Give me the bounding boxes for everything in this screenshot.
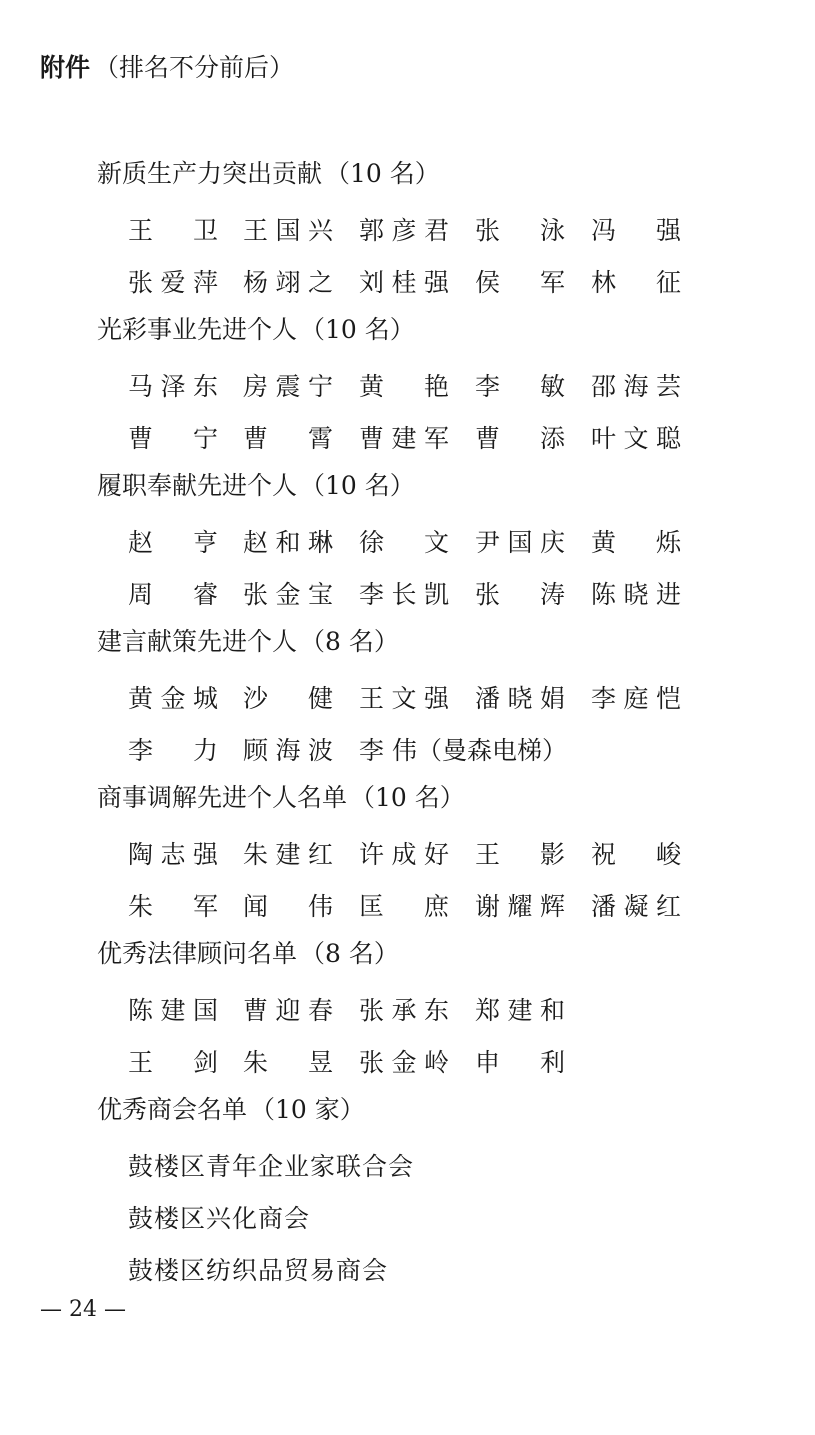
section-title [97,1089,797,1141]
person-name: 李 长 凯 [359,580,449,609]
name-row [97,829,797,881]
person-name: 黄 艳 [359,372,449,401]
section-title [97,777,797,829]
award-sections [97,153,797,1297]
person-name: 郭 彦 君 [359,216,449,245]
person-name: 冯 强 [591,216,681,245]
section-title-text: 新质生产力突出贡献 [97,159,323,188]
person-name: 张 爱 萍 [128,268,218,297]
page-heading [40,50,294,86]
person-name: 朱 建 红 [243,840,333,869]
section-title [97,621,797,673]
page-number: — 24 — [40,1297,126,1322]
person-name: 曹 迎 春 [243,996,333,1025]
person-name: 黄 烁 [591,528,681,557]
section-title-text: 建言献策先进个人 [97,627,298,656]
section-count: （10 家） [250,1095,365,1124]
section-title [97,465,797,517]
person-name: 曹 添 [475,424,565,453]
section-title [97,153,797,205]
person-name: 王 国 兴 [243,216,333,245]
person-name: 周 睿 [128,580,218,609]
name-row [97,569,797,621]
person-name: 顾 海 波 [243,736,333,765]
organization-name: 鼓楼区纺织品贸易商会 [128,1256,389,1285]
person-name: 李 庭 恺 [591,684,681,713]
person-name: 王 剑 [128,1048,218,1077]
person-name: 曹 霄 [243,424,333,453]
person-name: 尹 国 庆 [475,528,565,557]
section-title-text: 履职奉献先进个人 [97,471,298,500]
section-title [97,309,797,361]
person-name: 朱 军 [128,892,218,921]
person-name: 闻 伟 [243,892,333,921]
person-name: 张 金 宝 [243,580,333,609]
person-name: 祝 峻 [591,840,681,869]
section-count: （10 名） [300,471,415,500]
person-name: 谢 耀 辉 [475,892,565,921]
section-count: （10 名） [325,159,440,188]
organization-name: 鼓楼区青年企业家联合会 [128,1152,415,1181]
name-row [97,257,797,309]
person-name: 刘 桂 强 [359,268,449,297]
name-row [97,881,797,933]
person-name: 曹 建 军 [359,424,449,453]
person-name: 叶 文 聪 [591,424,681,453]
person-name: 李 伟（曼森电梯） [359,736,567,765]
name-row [97,413,797,465]
name-row [97,985,797,1037]
section-title-text: 优秀商会名单 [97,1095,248,1124]
person-name: 李 力 [128,736,218,765]
person-name: 陶 志 强 [128,840,218,869]
person-name: 王 文 强 [359,684,449,713]
person-name: 房 震 宁 [243,372,333,401]
ranking-note: （排名不分前后） [94,53,295,82]
organization-name: 鼓楼区兴化商会 [128,1204,311,1233]
attachment-label: 附件 [40,53,91,82]
person-name: 王 卫 [128,216,218,245]
person-name: 张 涛 [475,580,565,609]
person-name: 匡 庶 [359,892,449,921]
person-name: 侯 军 [475,268,565,297]
person-name: 潘 凝 红 [591,892,681,921]
name-row [97,725,797,777]
person-name: 潘 晓 娟 [475,684,565,713]
person-name: 黄 金 城 [128,684,218,713]
section-count: （8 名） [300,627,399,656]
name-row [97,517,797,569]
person-name: 朱 昱 [243,1048,333,1077]
section-title-text: 优秀法律顾问名单 [97,939,298,968]
person-name: 马 泽 东 [128,372,218,401]
person-name: 郑 建 和 [475,996,565,1025]
name-row [97,205,797,257]
section-count: （8 名） [300,939,399,968]
person-name: 申 利 [475,1048,565,1077]
person-name: 赵 亨 [128,528,218,557]
person-name: 徐 文 [359,528,449,557]
person-name: 林 征 [591,268,681,297]
person-name: 张 泳 [475,216,565,245]
person-name: 邵 海 芸 [591,372,681,401]
person-name: 沙 健 [243,684,333,713]
section-count: （10 名） [300,315,415,344]
name-row [97,673,797,725]
person-name: 陈 晓 进 [591,580,681,609]
person-name: 赵 和 琳 [243,528,333,557]
section-title-text: 光彩事业先进个人 [97,315,298,344]
name-row [97,361,797,413]
person-name: 王 影 [475,840,565,869]
person-name: 曹 宁 [128,424,218,453]
person-name: 李 敏 [475,372,565,401]
person-name: 张 金 岭 [359,1048,449,1077]
section-title-text: 商事调解先进个人名单 [97,783,348,812]
section-title [97,933,797,985]
person-name: 张 承 东 [359,996,449,1025]
name-row [97,1037,797,1089]
person-name: 陈 建 国 [128,996,218,1025]
section-count: （10 名） [350,783,465,812]
person-name: 杨 翊 之 [243,268,333,297]
person-name: 许 成 好 [359,840,449,869]
